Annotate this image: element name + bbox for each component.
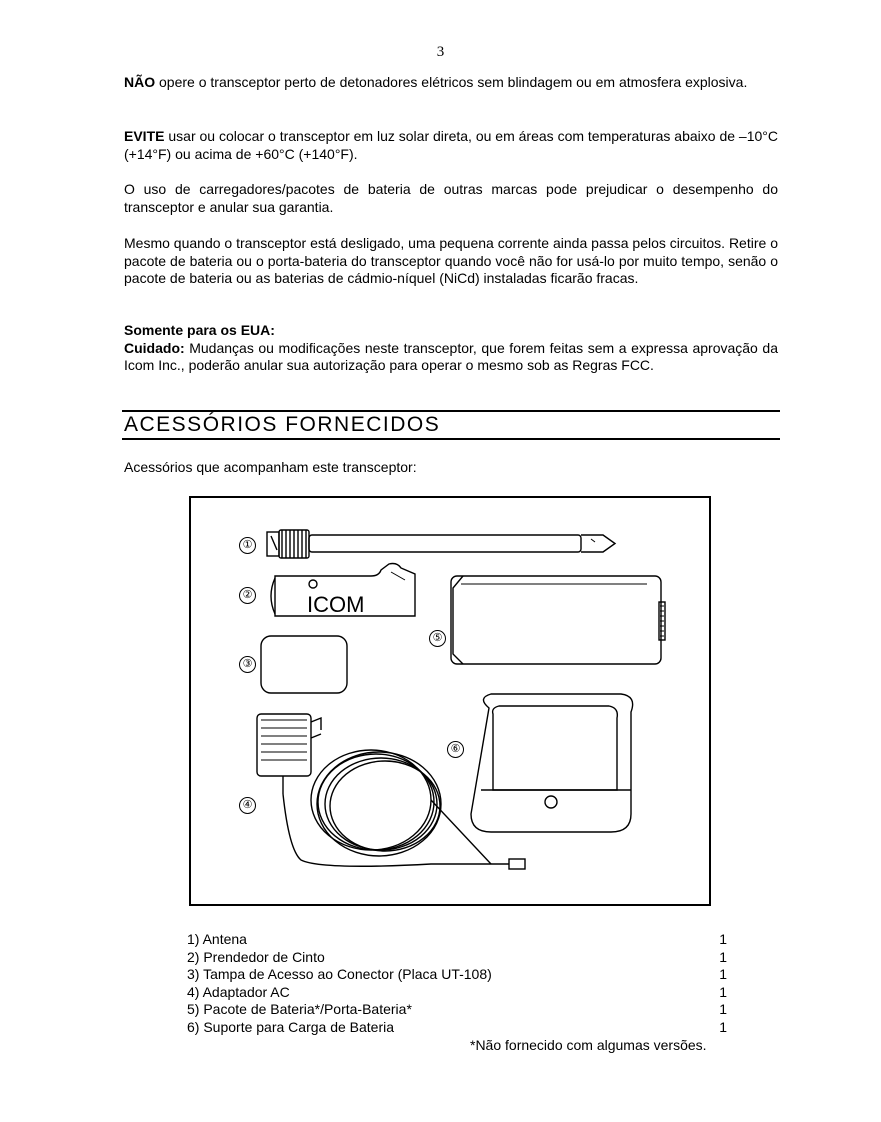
accessory-qty: 1 [719,966,727,983]
callout-3: ③ [239,656,256,673]
antenna-illustration [267,530,615,558]
callout-5: ⑤ [429,630,446,647]
warning-keyword: EVITE [124,128,165,144]
accessory-label: 5) Pacote de Bateria*/Porta-Bateria* [187,1001,412,1018]
accessory-qty: 1 [719,1001,727,1018]
accessory-label: 2) Prendedor de Cinto [187,948,325,965]
battery-pack-illustration [451,576,665,664]
list-item [187,1001,727,1019]
warning-temperature [124,128,778,163]
note-battery-drain: Mesmo quando o transceptor está desligado, uma pequena corrente ainda passa pelos circuitos. Retire o pacote de bateria ou o porta-bateria do transceptor quando você não for usá-lo por muito tempo, senão o pacote de bateria ou as baterias de cádmio-níquel (NiCd) instaladas ficarão fracas. [124,235,778,286]
section-rule-bottom [122,438,780,440]
accessory-label: 6) Suporte para Carga de Bateria [187,1018,395,1035]
accessory-qty: 1 [719,948,727,965]
callout-1: ① [239,537,256,554]
icom-logo: ICOM [307,592,365,617]
note-chargers: O uso de carregadores/pacotes de bateria de outras marcas pode prejudicar o desempenho do transceptor e anular sua garantia. [124,181,778,215]
page-number: 3 [436,44,445,60]
accessory-qty: 1 [719,931,727,947]
list-item [187,966,727,984]
warning-keyword: NÃO [124,74,156,90]
footnote: *Não fornecido com algumas versões. [470,1037,707,1053]
accessory-qty: 1 [719,983,727,1000]
accessory-label: 4) Adaptador AC [187,983,290,1000]
usa-caution [124,322,778,375]
ac-adapter-illustration [257,714,525,869]
list-item [187,931,727,949]
charger-illustration [471,694,633,832]
warning-text: usar ou colocar o transceptor em luz solar direta, ou em áreas com temperaturas abaixo de –10°C (+14°F) ou acima de +60°C (+140°F). [124,128,778,162]
callout-2: ② [239,587,256,604]
accessories-illustration [191,498,709,904]
section-title: ACESSÓRIOS FORNECIDOS [124,413,441,436]
section-rule-top [122,410,780,412]
caution-keyword: Cuidado: [124,339,185,356]
accessories-list [187,931,727,1037]
section-intro: Acessórios que acompanham este transceptor: [124,459,417,475]
accessory-label: 3) Tampa de Acesso ao Conector (Placa UT-108) [187,966,492,983]
callout-6: ⑥ [447,741,464,758]
usa-caution-heading: Somente para os EUA: [124,322,275,338]
accessory-label: 1) Antena [187,931,247,947]
callout-4: ④ [239,797,256,814]
connector-cover-illustration [261,636,347,693]
belt-clip-illustration [271,564,415,618]
accessories-figure [189,496,711,906]
list-item [187,984,727,1002]
accessory-qty: 1 [719,1018,727,1035]
list-item [187,949,727,967]
warning-detonators [124,74,778,92]
caution-text: Mudanças ou modificações neste transceptor, que forem feitas sem a expressa aprovação da Icom Inc., poderão anular sua autorização para operar o mesmo sob as Regras FCC. [124,339,778,373]
warning-text: opere o transceptor perto de detonadores elétricos sem blindagem ou em atmosfera explosiva. [155,74,748,90]
list-item [187,1019,727,1037]
